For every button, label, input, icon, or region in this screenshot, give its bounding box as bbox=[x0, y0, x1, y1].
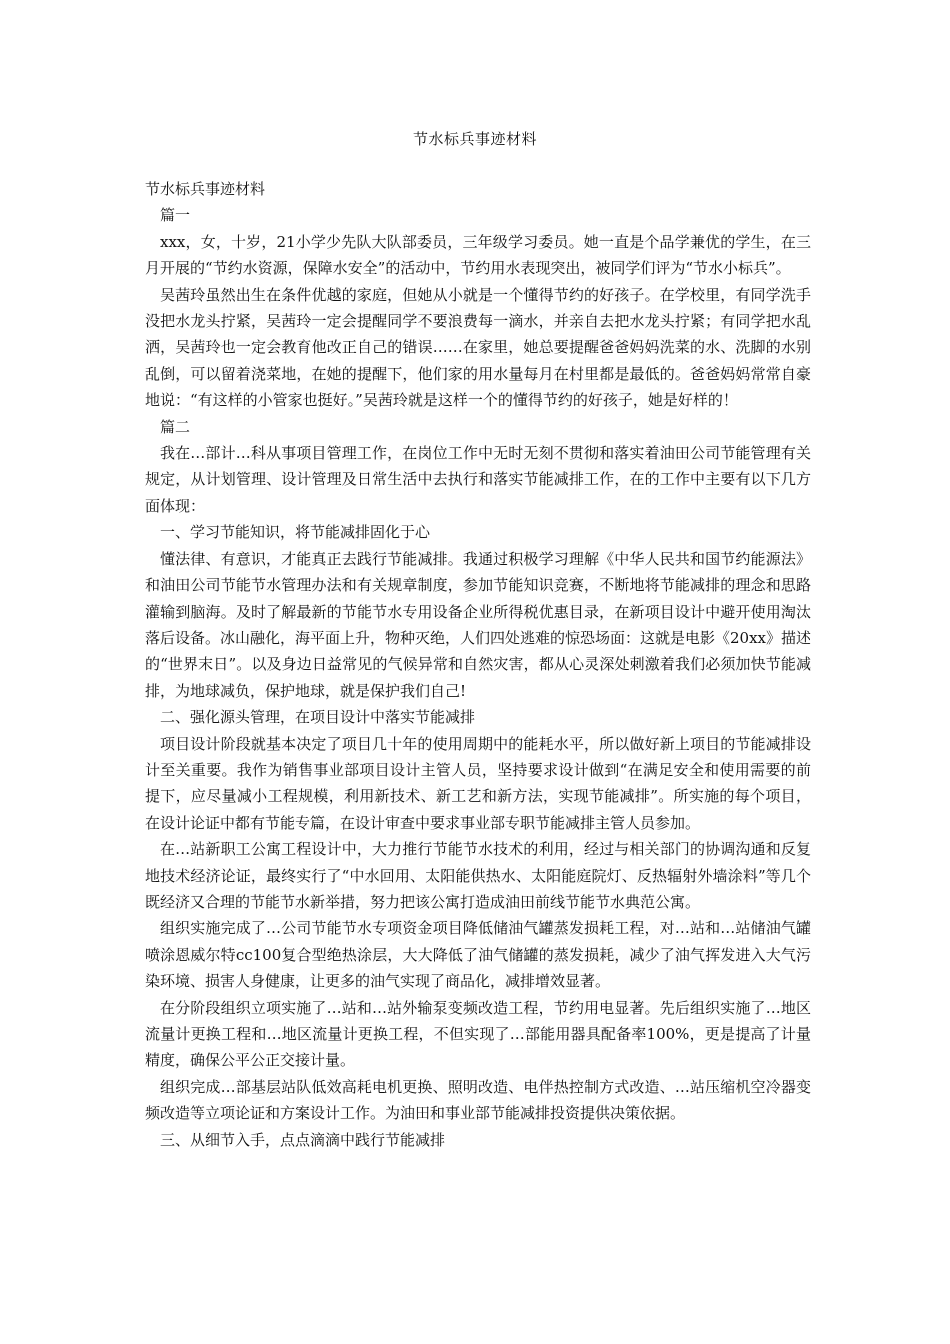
body-paragraph: 我在…部计…科从事项目管理工作，在岗位工作中无时无刻不贯彻和落实着油田公司节能管理有关规定，从计划管理、设计管理及日常生活中去执行和落实节能减排工作，在的工作中主要有以下几方面体现： bbox=[145, 444, 811, 515]
section-label-part-two: 篇二 bbox=[160, 417, 191, 436]
body-paragraph: 组织完成…部基层站队低效高耗电机更换、照明改造、电伴热控制方式改造、…站压缩机空冷器变频改造等立项论证和方案设计工作。为油田和事业部节能减排投资提供决策依据。 bbox=[145, 1077, 811, 1123]
body-paragraph: 组织实施完成了…公司节能节水专项资金项目降低储油气罐蒸发损耗工程，对…站和…站储油气罐喷涂恩威尔特cc100复合型绝热涂层，大大降低了油气储罐的蒸发损耗，减少了油气挥发进入大气污染环境、损害人身健康，让更多的油气实现了商品化，减排增效显著。 bbox=[145, 919, 811, 991]
document-title: 节水标兵事迹材料 bbox=[412, 130, 537, 148]
body-paragraph: 吴茜玲虽然出生在条件优越的家庭，但她从小就是一个懂得节约的好孩子。在学校里，有同学洗手没把水龙头拧紧，吴茜玲一定会提醒同学不要浪费每一滴水，并亲自去把水龙头拧紧；有同学把水乱洒，吴茜玲也一定会教育他改正自己的错误……在家里，她总要提醒爸爸妈妈洗菜的水、洗脚的水别乱倒，可以留着浇菜地，在她的提醒下，他们家的用水量每月在村里都是最低的。爸爸妈妈常常自豪地说：“有这样的小管家也挺好。”吴茜玲就是这样一个的懂得节约的好孩子，她是好样的！ bbox=[145, 285, 811, 410]
section-label-part-one: 篇一 bbox=[160, 206, 191, 225]
body-heading: 节水标兵事迹材料 bbox=[145, 180, 266, 198]
body-paragraph: 在分阶段组织立项实施了…站和…站外输泵变频改造工程，节约用电显著。先后组织实施了…地区流量计更换工程和…地区流量计更换工程，不但实现了…部能用器具配备率100%，更是提高了计量精度，确保公平公正交接计量。 bbox=[145, 998, 811, 1070]
subheading: 二、强化源头管理，在项目设计中落实节能减排 bbox=[160, 708, 476, 727]
subheading: 一、学习节能知识，将节能减排固化于心 bbox=[160, 523, 431, 542]
body-paragraph: 项目设计阶段就基本决定了项目几十年的使用周期中的能耗水平，所以做好新上项目的节能减排设计至关重要。我作为销售事业部项目设计主管人员，坚持要求设计做到“在满足安全和使用需要的前提下，应尽量减小工程规模，利用新技术、新工艺和新方法，实现节能减排”。所实施的每个项目，在设计论证中都有节能专篇，在设计审查中要求事业部专职节能减排主管人员参加。 bbox=[145, 734, 811, 832]
document-body bbox=[145, 176, 811, 1153]
body-paragraph: xxx，女，十岁，21小学少先队大队部委员，三年级学习委员。她一直是个品学兼优的学生，在三月开展的“节约水资源，保障水安全”的活动中，节约用水表现突出，被同学们评为“节水小标兵”。 bbox=[145, 232, 811, 278]
subheading: 三、从细节入手，点点滴滴中践行节能减排 bbox=[160, 1130, 446, 1149]
body-paragraph: 懂法律、有意识，才能真正去践行节能减排。我通过积极学习理解《中华人民共和国节约能源法》和油田公司节能节水管理办法和有关规章制度，参加节能知识竞赛，不断地将节能减排的理念和思路灌输到脑海。及时了解最新的节能节水专用设备企业所得税优惠目录，在新项目设计中避开使用淘汰落后设备。冰山融化，海平面上升，物种灭绝，人们四处逃难的惊恐场面：这就是电影《20xx》描述的“世界末日”。以及身边日益常见的气候异常和自然灾害，都从心灵深处刺激着我们必须加快节能减排，为地球减负，保护地球，就是保护我们自己! bbox=[145, 549, 812, 700]
body-paragraph: 在…站新职工公寓工程设计中，大力推行节能节水技术的利用，经过与相关部门的协调沟通和反复地技术经济论证，最终实行了“中水回用、太阳能供热水、太阳能庭院灯、反热辐射外墙涂料”等几个既经济又合理的节能节水新举措，努力把该公寓打造成油田前线节能节水典范公寓。 bbox=[145, 840, 811, 911]
